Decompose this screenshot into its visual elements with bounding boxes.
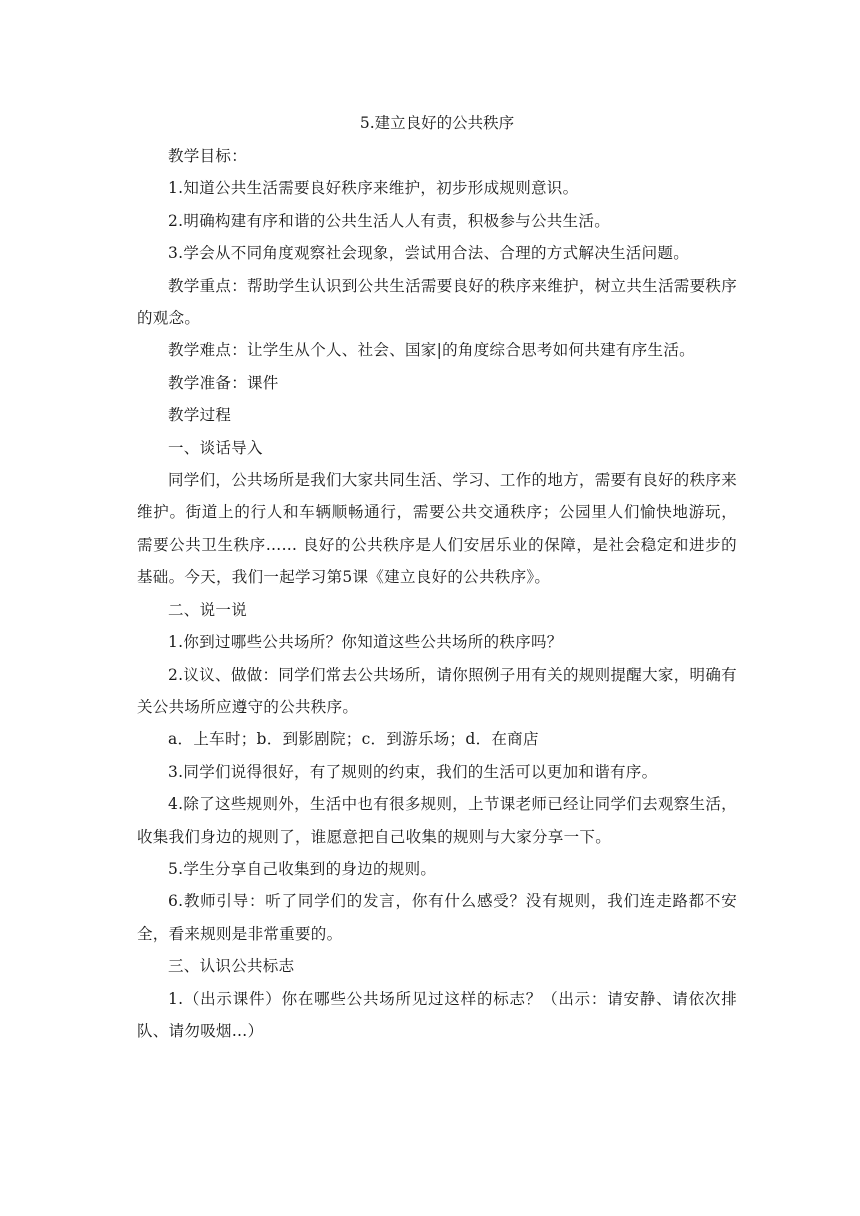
section-heading-2: 二、说一说 xyxy=(168,600,248,619)
section-heading-3: 三、认识公共标志 xyxy=(168,957,295,976)
paragraph-examples: a．上车时；b．到影剧院；c．到游乐场；d．在商店 xyxy=(168,730,539,749)
paragraph-item-2: 2.议议、做做：同学们常去公共场所，请你照例子用有关的规则提醒大家，明确有关公共场所应遵守的公共秩序。 xyxy=(137,665,737,716)
section-heading-1: 一、谈话导入 xyxy=(168,438,263,457)
document-title: 5.建立良好的公共秩序 xyxy=(359,114,515,132)
paragraph-difficulties: 教学难点：让学生从个人、社会、国家|的角度综合思考如何共建有序生活。 xyxy=(168,341,695,360)
paragraph-objective-3: 3.学会从不同角度观察社会现象，尝试用合法、合理的方式解决生活问题。 xyxy=(168,244,689,263)
paragraph-objective-1: 1.知道公共生活需要良好秩序来维护，初步形成规则意识。 xyxy=(168,179,579,198)
paragraph-key-points: 教学重点：帮助学生认识到公共生活需要良好的秩序来维护，树立共生活需要秩序的观念。 xyxy=(137,276,737,328)
paragraph-item-1: 1.你到过哪些公共场所？你知道这些公共场所的秩序吗？ xyxy=(168,633,563,652)
document-body xyxy=(137,107,737,1047)
paragraph-objective-2: 2.明确构建有序和谐的公共生活人人有责，积极参与公共生活。 xyxy=(168,211,610,230)
paragraph-item-3: 3.同学们说得很好，有了规则的约束，我们的生活可以更加和谐有序。 xyxy=(168,762,658,781)
paragraph-item-5: 5.学生分享自己收集到的身边的规则。 xyxy=(168,859,437,878)
paragraph-preparation: 教学准备：课件 xyxy=(168,373,279,392)
paragraph-objectives-heading: 教学目标： xyxy=(168,147,248,165)
paragraph-intro: 同学们，公共场所是我们大家共同生活、学习、工作的地方，需要有良好的秩序来维护。街道上的行人和车辆顺畅通行，需要公共交通秩序；公园里人们愉快地游玩，需要公共卫生秩序…… 良好的公共秩序是人们安居乐业的保障，是社会稳定和进步的基础。今天，我们一起学习第5课《建立良好的公共秩序》。 xyxy=(137,471,737,587)
paragraph-item-6: 6.教师引导：听了同学们的发言，你有什么感受？没有规则，我们连走路都不安全，看来规则是非常重要的。 xyxy=(137,892,737,943)
paragraph-process-heading: 教学过程 xyxy=(168,406,232,425)
paragraph-signs-item-1: 1.（出示课件）你在哪些公共场所见过这样的标志？（出示：请安静、请依次排队、请勿吸烟…） xyxy=(137,989,737,1040)
paragraph-item-4: 4.除了这些规则外，生活中也有很多规则，上节课老师已经让同学们去观察生活，收集我们身边的规则了，谁愿意把自己收集的规则与大家分享一下。 xyxy=(137,795,737,846)
